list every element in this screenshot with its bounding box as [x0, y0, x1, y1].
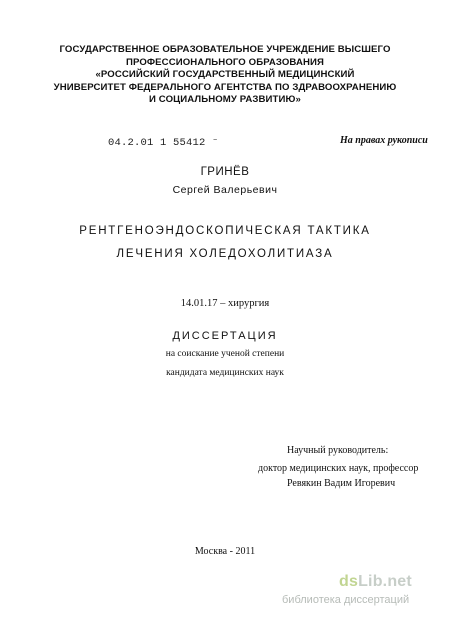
watermark-logo-part2: Lib.net [358, 573, 412, 590]
author-surname: ГРИНЁВ [200, 166, 250, 178]
registration-number-stamp: 04.2.01 1 55412 ⁻ [108, 137, 219, 149]
institution-line: ПРОФЕССИОНАЛЬНОГО ОБРАЗОВАНИЯ [125, 56, 325, 68]
institution-line: И СОЦИАЛЬНОМУ РАЗВИТИЮ» [149, 94, 301, 105]
city-year: Москва - 2011 [194, 546, 256, 557]
degree-line-2: кандидата медицинских наук [166, 368, 284, 378]
specialty-code: 14.01.17 – хирургия [180, 298, 270, 309]
institution-line: УНИВЕРСИТЕТ ФЕДЕРАЛЬНОГО АГЕНТСТВА ПО ЗДРАВООХРАНЕНИЮ [53, 81, 397, 93]
institution-line: «РОССИЙСКИЙ ГОСУДАРСТВЕННЫЙ МЕДИЦИНСКИЙ [95, 69, 355, 80]
degree-line-1: на соискание ученой степени [165, 349, 285, 359]
watermark-logo [339, 573, 412, 591]
author-given-names: Сергей Валерьевич [172, 184, 278, 196]
supervisor-label: Научный руководитель: [287, 445, 389, 456]
watermark-caption: библиотека диссертаций [282, 594, 410, 606]
watermark-logo-part1: ds [339, 573, 359, 590]
supervisor-name: Ревякин Вадим Игоревич [287, 478, 396, 489]
supervisor-title: доктор медицинских наук, профессор [258, 463, 419, 474]
rights-note: На правах рукописи [340, 135, 428, 146]
institution-line: ГОСУДАРСТВЕННОЕ ОБРАЗОВАТЕЛЬНОЕ УЧРЕЖДЕНИЕ ВЫСШЕГО [59, 44, 391, 55]
dissertation-title-line-2: ЛЕЧЕНИЯ ХОЛЕДОХОЛИТИАЗА [116, 248, 334, 260]
document-type: ДИССЕРТАЦИЯ [172, 330, 278, 342]
dissertation-title-line-1: РЕНТГЕНОЭНДОСКОПИЧЕСКАЯ ТАКТИКА [79, 225, 371, 237]
institution-header [40, 44, 410, 107]
